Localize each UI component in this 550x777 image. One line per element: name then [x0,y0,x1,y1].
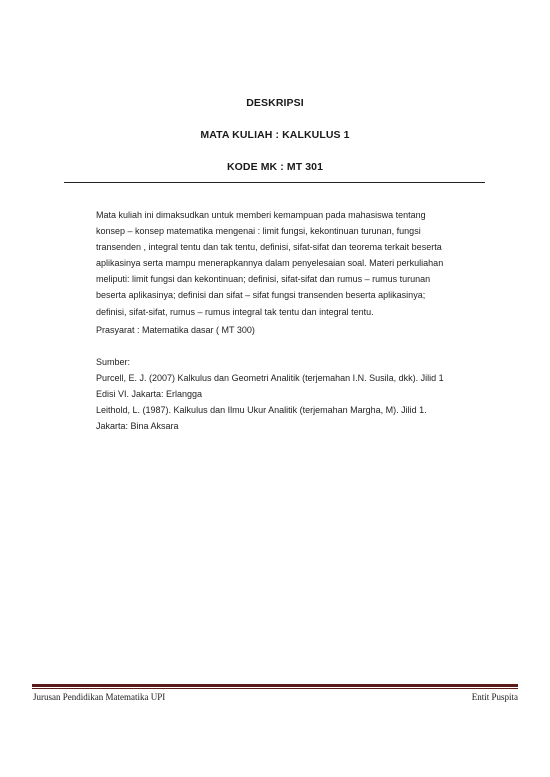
course-name: MATA KULIAH : KALKULUS 1 [200,129,350,141]
footer-author: Entit Puspita [471,692,518,702]
document-title: DESKRIPSI [246,97,304,109]
footer-department: Jurusan Pendidikan Matematika UPI [33,692,166,702]
source-line: Purcell, E. J. (2007) Kalkulus dan Geometri Analitik (terjemahan I.N. Susila, dkk). Jilid 1 [96,373,444,383]
source-line: Jakarta: Bina Aksara [96,421,179,432]
footer-divider-thin [32,688,518,689]
description-line: beserta aplikasinya; definisi dan sifat – sifat fungsi transenden beserta aplikasinya; [96,290,426,301]
description-line: konsep – konsep matematika mengenai : limit fungsi, kekontinuan turunan, fungsi [96,226,421,237]
source-line: Leithold, L. (1987). Kalkulus dan Ilmu Ukur Analitik (terjemahan Margha, M). Jilid 1. [96,405,427,416]
source-line: Edisi VI. Jakarta: Erlangga [96,389,203,400]
footer-divider-thick [32,684,518,687]
header-divider [64,182,485,183]
description-line: meliputi: limit fungsi dan kekontinuan; definisi, sifat-sifat dan rumus – rumus turunan [96,274,431,285]
sources-heading: Sumber: [96,357,131,367]
description-line: aplikasinya serta mampu menerapkannya dalam penyelesaian soal. Materi perkuliahan [96,258,444,269]
description-line: transenden , integral tentu dan tak tentu, definisi, sifat-sifat dan teorema terkait beserta [96,242,442,253]
prerequisite-text: Prasyarat : Matematika dasar ( MT 300) [96,325,255,335]
description-paragraph [96,207,491,320]
sources-list [96,370,491,434]
description-line: Mata kuliah ini dimaksudkan untuk memberi kemampuan pada mahasiswa tentang [96,210,426,220]
description-line: definisi, sifat-sifat, rumus – rumus integral tak tentu dan integral tentu. [96,306,374,317]
course-code: KODE MK : MT 301 [226,161,324,173]
